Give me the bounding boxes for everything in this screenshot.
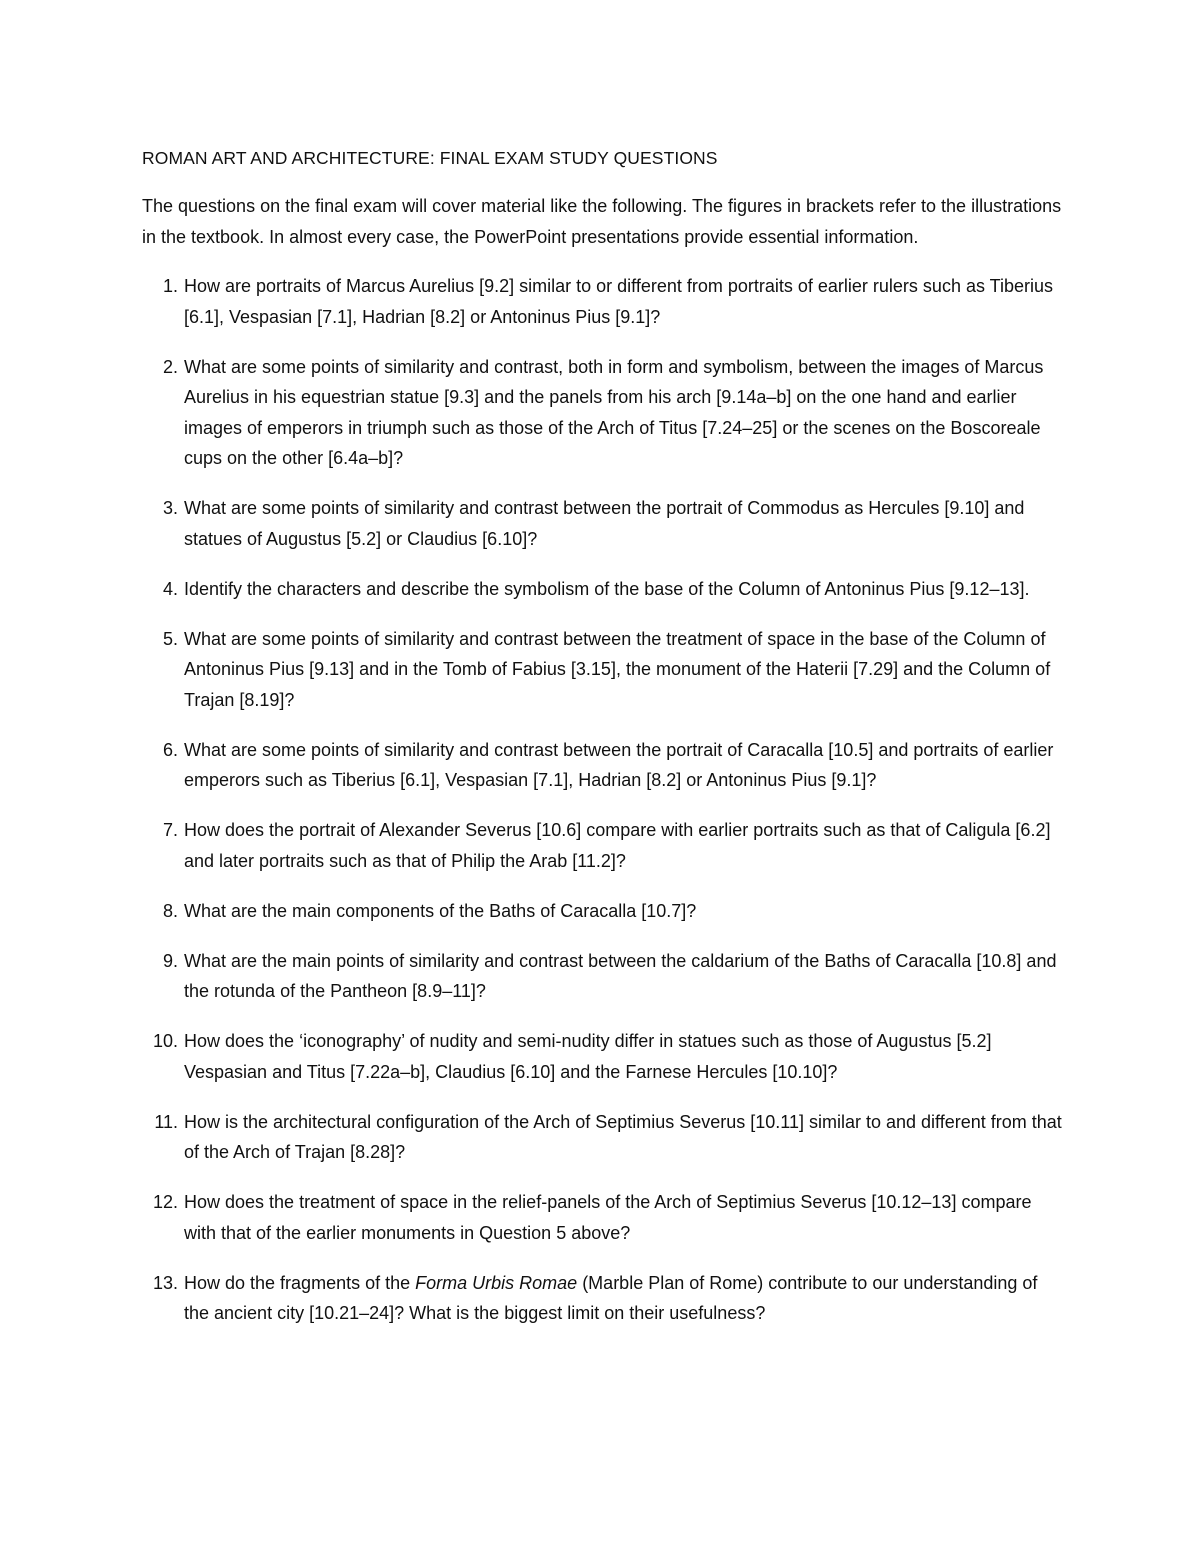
question-text <box>184 1268 1062 1329</box>
question-number: 2. <box>162 356 178 377</box>
question-text: What are the main points of similarity and contrast between the caldarium of the Baths of Caracalla [10.8] and the rotunda of the Pantheon [8.9–11]? <box>184 950 1057 1001</box>
question-text: Identify the characters and describe the symbolism of the base of the Column of Antoninus Pius [9.12–13]. <box>184 578 1030 599</box>
question-text: How is the architectural configuration of the Arch of Septimius Severus [10.11] similar to and different from that of the Arch of Trajan [8.28]? <box>184 1111 1062 1162</box>
question-item <box>142 735 1062 796</box>
question-text: What are some points of similarity and contrast between the portrait of Commodus as Hercules [9.10] and statues of Augustus [5.2] or Claudius [6.10]? <box>184 498 1025 549</box>
question-text: What are some points of similarity and contrast, both in form and symbolism, between the images of Marcus Aurelius in his equestrian statue [9.3] and the panels from his arch [9.14a–b] on the one hand and earlier images of emperors in triumph such as those of the Arch of Titus [7.24–25] or the scenes on the Boscoreale cups on the other [6.4a–b]? <box>184 356 1044 468</box>
question-text-italic: Forma Urbis Romae <box>415 1272 578 1293</box>
document-content <box>142 143 1062 1348</box>
question-number: 13. <box>152 1272 178 1293</box>
question-item <box>142 1268 1062 1329</box>
question-text: What are some points of similarity and contrast between the treatment of space in the base of the Column of Antoninus Pius [9.13] and in the Tomb of Fabius [3.15], the monument of the Haterii [7.29] and the Column of Trajan [8.19]? <box>184 628 1051 710</box>
question-item <box>142 946 1062 1007</box>
question-text: How does the ‘iconography’ of nudity and semi-nudity differ in statues such as those of Augustus [5.2] Vespasian and Titus [7.22a–b], Claudius [6.10] and the Farnese Hercules [10.10]? <box>184 1031 992 1082</box>
question-number: 12. <box>152 1192 178 1212</box>
question-text-before: How do the fragments of the <box>184 1272 416 1293</box>
question-item <box>142 815 1062 876</box>
question-text-after: (Marble Plan of Rome) contribute to our understanding of the ancient city [10.21–24]? What is the biggest limit on their usefulness? <box>184 1272 1038 1323</box>
question-item <box>142 1187 1062 1248</box>
question-number: 10. <box>152 1031 178 1051</box>
document-intro: The questions on the final exam will cover material like the following. The figures in brackets refer to the illustrations in the textbook. In almost every case, the PowerPoint presentations provide essential information. <box>142 196 1062 247</box>
question-item <box>142 574 1062 605</box>
question-item <box>142 493 1062 554</box>
document-title: ROMAN ART AND ARCHITECTURE: FINAL EXAM STUDY QUESTIONS <box>142 148 718 168</box>
question-number: 8. <box>162 900 178 921</box>
question-item <box>142 1107 1062 1168</box>
question-text: How does the portrait of Alexander Severus [10.6] compare with earlier portraits such as that of Caligula [6.2] and later portraits such as that of Philip the Arab [11.2]? <box>184 820 1051 871</box>
question-item <box>142 271 1062 332</box>
question-number: 3. <box>162 498 178 518</box>
question-item <box>142 624 1062 716</box>
question-number: 4. <box>162 578 178 599</box>
question-number: 6. <box>162 739 178 760</box>
question-item <box>142 352 1062 474</box>
question-list <box>142 271 1062 1329</box>
question-item <box>142 896 1062 927</box>
question-item <box>142 1026 1062 1087</box>
question-number: 9. <box>162 950 178 971</box>
question-number: 7. <box>162 820 178 840</box>
question-text: How does the treatment of space in the relief-panels of the Arch of Septimius Severus [10.12–13] compare with that of the earlier monuments in Question 5 above? <box>184 1192 1032 1243</box>
question-text: How are portraits of Marcus Aurelius [9.2] similar to or different from portraits of earlier rulers such as Tiberius [6.1], Vespasian [7.1], Hadrian [8.2] or Antoninus Pius [9.1]? <box>184 276 1053 327</box>
question-number: 5. <box>162 628 178 649</box>
question-text: What are the main components of the Baths of Caracalla [10.7]? <box>184 900 697 921</box>
question-number: 11. <box>154 1111 178 1132</box>
question-number: 1. <box>162 276 178 296</box>
question-text: What are some points of similarity and contrast between the portrait of Caracalla [10.5] and portraits of earlier emperors such as Tiberius [6.1], Vespasian [7.1], Hadrian [8.2] or Antoninus Pius [9.1]? <box>184 739 1054 790</box>
